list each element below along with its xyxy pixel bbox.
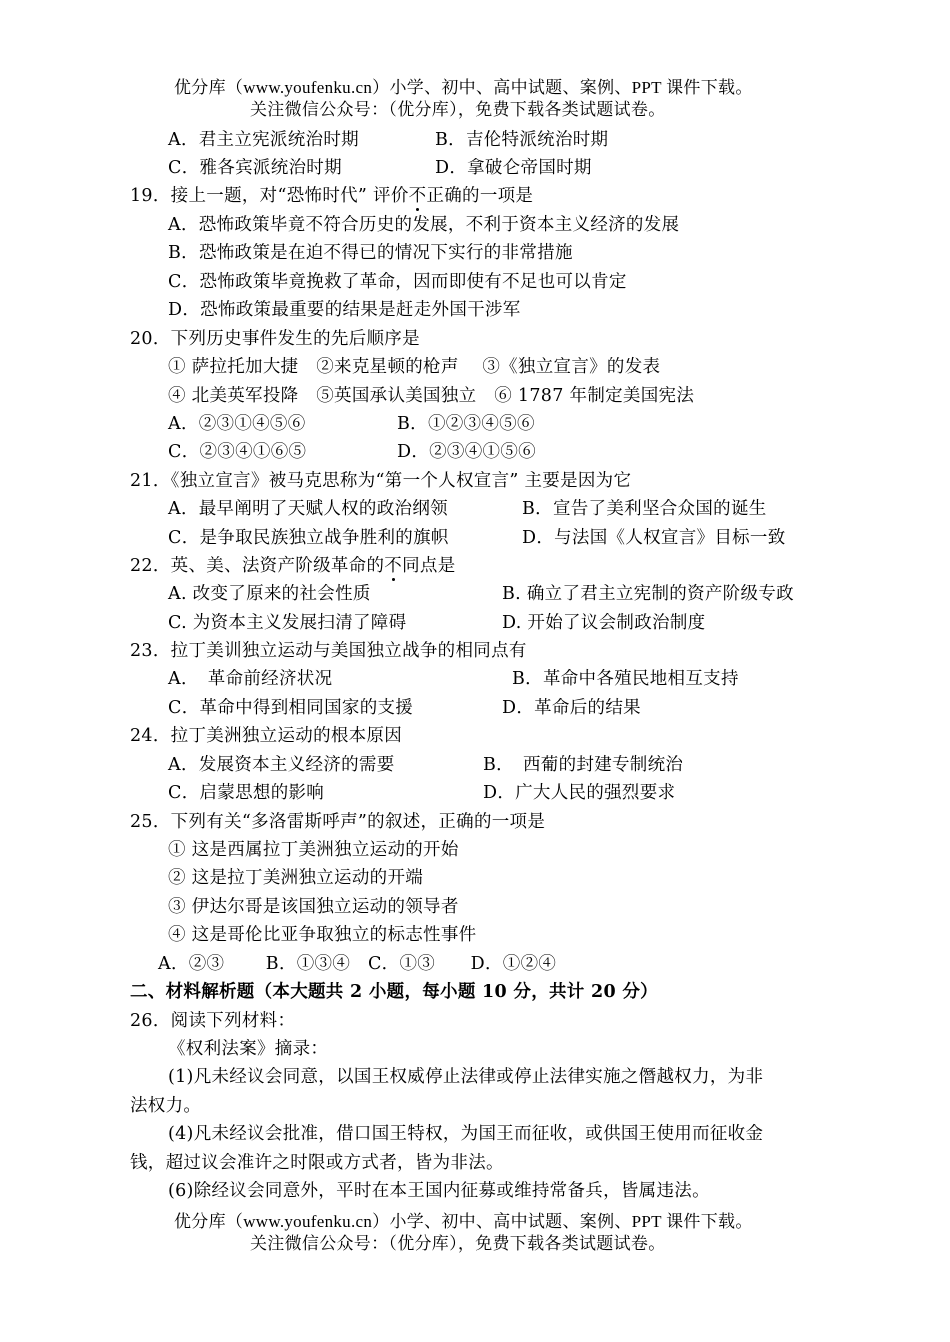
q26-stem: 26．阅读下列材料：: [130, 1011, 296, 1031]
q22-option-b: B. 确立了君主立宪制的资产阶级专政: [502, 584, 794, 604]
footer-line-2: 关注微信公众号：（优分库），免费下载各类试题试卷。: [250, 1234, 666, 1253]
q26-para-4b: 钱，超过议会准许之时限或方式者，皆为非法。: [130, 1153, 504, 1173]
q20-items-2: ④ 北美英军投降 ⑤英国承认美国独立 ⑥ 1787 年制定美国宪法: [168, 386, 695, 406]
q26-para-6: (6)除经议会同意外，平时在本王国内征募或维持常备兵，皆属违法。: [168, 1181, 710, 1201]
q22-stem: 22．英、美、法资产阶级革命的不同点是: [130, 556, 456, 576]
q21-option-b: B．宣告了美利坚合众国的诞生: [522, 499, 767, 519]
q22-option-c: C. 为资本主义发展扫清了障碍: [168, 613, 407, 633]
q19-option-c: C．恐怖政策毕竟挽救了革命，因而即使有不足也可以肯定: [168, 272, 627, 292]
q23-option-a: A． 革命前经济状况: [168, 669, 333, 689]
q18-option-b: B．吉伦特派统治时期: [435, 130, 609, 150]
q25-item-3: ③ 伊达尔哥是该国独立运动的领导者: [168, 897, 459, 917]
q25-stem: 25．下列有关“多洛雷斯呼声”的叙述，正确的一项是: [130, 812, 546, 832]
q18-option-d: D．拿破仑帝国时期: [435, 158, 592, 178]
q24-option-d: D．广大人民的强烈要求: [483, 783, 676, 803]
q20-option-b: B．①②③④⑤⑥: [397, 414, 535, 434]
q25-item-1: ① 这是西属拉丁美洲独立运动的开始: [168, 840, 459, 860]
q25-item-4: ④ 这是哥伦比亚争取独立的标志性事件: [168, 925, 477, 945]
q21-option-c: C．是争取民族独立战争胜利的旗帜: [168, 528, 449, 548]
q19-stem: 19．接上一题，对“恐怖时代” 评价不正确的一项是: [130, 186, 534, 206]
q20-option-a: A．②③①④⑤⑥: [168, 414, 306, 434]
q24-stem: 24．拉丁美洲独立运动的根本原因: [130, 726, 403, 746]
q23-option-c: C．革命中得到相同国家的支援: [168, 698, 414, 718]
q26-para-1a: (1)凡未经议会同意，以国王权威停止法律或停止法律实施之僭越权力，为非: [168, 1067, 764, 1087]
q20-option-d: D．②③④①⑤⑥: [397, 442, 536, 462]
q22-option-a: A. 改变了原来的社会性质: [168, 584, 371, 604]
q26-doc-title: 《权利法案》摘录：: [168, 1039, 329, 1059]
q23-option-b: B．革命中各殖民地相互支持: [512, 669, 739, 689]
q26-para-4a: (4)凡未经议会批准，借口国王特权，为国王而征收，或供国王使用而征收金: [168, 1124, 764, 1144]
q21-option-d: D．与法国《人权宣言》目标一致: [522, 528, 786, 548]
q25-item-2: ② 这是拉丁美洲独立运动的开端: [168, 868, 424, 888]
q20-stem: 20．下列历史事件发生的先后顺序是: [130, 329, 420, 349]
section-2-title: 二、材料解析题（本大题共 2 小题，每小题 10 分，共计 20 分）: [130, 982, 658, 1002]
footer-line-1: 优分库（www.youfenku.cn）小学、初中、高中试题、案例、PPT 课件下载。: [174, 1212, 753, 1231]
q22-option-d: D. 开始了议会制政治制度: [502, 613, 706, 633]
q19-option-d: D．恐怖政策最重要的结果是赶走外国干涉军: [168, 300, 521, 320]
q21-stem: 21．《独立宣言》被马克思称为“第一个人权宣言” 主要是因为它: [130, 471, 632, 491]
q18-option-a: A．君主立宪派统治时期: [168, 130, 359, 150]
q19-option-a: A．恐怖政策毕竟不符合历史的发展，不利于资本主义经济的发展: [168, 215, 680, 235]
header-line-2: 关注微信公众号：（优分库），免费下载各类试题试卷。: [250, 100, 666, 119]
q24-option-a: A．发展资本主义经济的需要: [168, 755, 395, 775]
q25-options: A．②③ B．①③④ C．①③ D．①②④: [158, 954, 557, 974]
emphasis-dot-char: 不: [408, 186, 427, 206]
q20-items-1: ① 萨拉托加大捷 ②来克星顿的枪声 ③《独立宣言》的发表: [168, 357, 661, 377]
emphasis-dot-char: 不: [384, 556, 403, 576]
q19-option-b: B．恐怖政策是在迫不得已的情况下实行的非常措施: [168, 243, 573, 263]
q23-option-d: D．革命后的结果: [502, 698, 641, 718]
q24-option-b: B． 西葡的封建专制统治: [483, 755, 684, 775]
q24-option-c: C．启蒙思想的影响: [168, 783, 325, 803]
q23-stem: 23．拉丁美训独立运动与美国独立战争的相同点有: [130, 641, 527, 661]
q26-para-1b: 法权力。: [130, 1096, 202, 1116]
q21-option-a: A．最早阐明了天赋人权的政治纲领: [168, 499, 448, 519]
q20-option-c: C．②③④①⑥⑤: [168, 442, 307, 462]
q18-option-c: C．雅各宾派统治时期: [168, 158, 342, 178]
header-line-1: 优分库（www.youfenku.cn）小学、初中、高中试题、案例、PPT 课件下载。: [174, 78, 753, 97]
